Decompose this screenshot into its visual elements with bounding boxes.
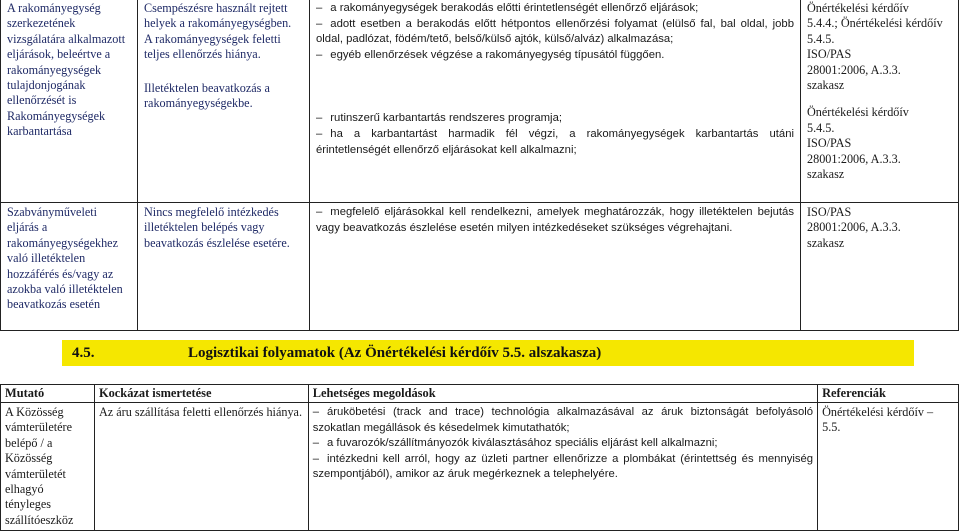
- reference-text: ISO/PAS: [807, 205, 852, 219]
- reference-text: 28001:2006, A.3.3.: [807, 62, 901, 77]
- section-number: 4.5.: [72, 345, 95, 361]
- reference-text: szakasz: [807, 78, 845, 93]
- reference-text: 5.4.5.: [807, 120, 835, 135]
- risk-cell: Nincs megfelelő intézkedés illetéktelen belépés vagy beavatkozás észlelése esetére.: [138, 203, 310, 331]
- reference-text: ISO/PAS: [807, 47, 852, 62]
- list-item: – intézkedni kell arról, hogy az üzleti partner ellenőrizze a plombákat (érintettség és mennyiség szempontjából), amikor az áruk megérkeznek a telephelyére.: [312, 452, 814, 481]
- table-header-row: [1, 385, 959, 403]
- list-item: – áruköbetési (track and trace) technológia alkalmazásával az áruk biztonságát befolyásoló szokatlan megállások és késedelmek kimutathatók;: [312, 406, 814, 434]
- solutions-cell: [308, 403, 817, 531]
- list-item: – megfelelő eljárásokkal kell rendelkezni, amelyek meghatározzák, hogy illetéktelen bejutás vagy beavatkozás észlelése esetén milyen intézkedéseket szükséges végrehajtani.: [316, 206, 794, 234]
- column-header-solutions: Lehetséges megoldások: [308, 385, 817, 403]
- table-row: [1, 0, 959, 203]
- section-title: Logisztikai folyamatok (Az Önértékelési kérdőív 5.5. alszakasza): [188, 345, 602, 361]
- list-item: – a rakományegységek berakodás előtti érintetlenségét ellenőrző eljárások;: [316, 2, 699, 14]
- column-header-references: Referenciák: [818, 385, 959, 403]
- table-row: [1, 203, 959, 331]
- reference-text: 5.4.4.; Önértékelési kérdőív 5.4.5.: [807, 16, 943, 46]
- risk-text: Illetéktelen beavatkozás a rakományegységekbe.: [144, 80, 270, 111]
- list-item: – adott esetben a berakodás előtt hétpontos ellenőrzési folyamat (elülső fal, bal oldal, jobb oldal, padlózat, födém/tető, belső/külső ajtók, külső/alváz) alkalmazása;: [316, 17, 794, 46]
- list-item: – egyéb ellenőrzések végzése a rakományegység típusától függően.: [316, 48, 665, 61]
- reference-text: szakasz: [807, 235, 845, 250]
- references-cell: [801, 203, 959, 331]
- risk-cell: [138, 0, 310, 203]
- column-header-risk: Kockázat ismertetése: [94, 385, 308, 403]
- reference-text: Önértékelési kérdőív: [807, 1, 909, 15]
- risk-text: A rakományegységek feletti teljes ellenőrzés hiánya.: [144, 31, 281, 62]
- column-header-indicator: Mutató: [1, 385, 95, 403]
- reference-text: Önértékelési kérdőív: [807, 105, 909, 120]
- indicator-cell: A rakományegység szerkezetének vizsgálatára alkalmazott eljárások, beleértve a rakományegységek tulajdonjogának ellenőrzését is Rakományegységek karbantartása: [1, 0, 138, 203]
- list-item: – a fuvarozók/szállítmányozók kiválasztásához speciális eljárást kell alkalmazni;: [312, 437, 718, 450]
- list-item: – ha a karbantartást harmadik fél végzi, a rakományegységek karbantartás utáni érintetlenségét ellenőrző eljárásokat kell alkalmazni;: [316, 127, 794, 156]
- reference-text: 28001:2006, A.3.3.: [807, 151, 901, 166]
- indicator-cell: Szabványműveleti eljárás a rakományegységekhez való illetéktelen hozzáférés és/vagy az azokba való illetéktelen beavatkozás esetén: [1, 203, 138, 331]
- solutions-cell: [310, 0, 801, 203]
- references-cell: Önértékelési kérdőív – 5.5.: [818, 403, 959, 531]
- reference-text: szakasz: [807, 167, 845, 182]
- table-row: [1, 403, 959, 531]
- risk-cell: Az áru szállítása feletti ellenőrzés hiánya.: [94, 403, 308, 531]
- reference-text: 28001:2006, A.3.3.: [807, 220, 901, 235]
- section-heading: [62, 340, 914, 366]
- list-item: – rutinszerű karbantartás rendszeres programja;: [316, 112, 562, 125]
- indicator-cell: A Közösség vámterületére belépő / a Közösség vámterületét elhagyó tényleges szállítóeszköz: [1, 403, 95, 531]
- reference-text: ISO/PAS: [807, 136, 852, 151]
- logistics-risk-table: [0, 384, 959, 531]
- references-cell: [801, 0, 959, 203]
- risk-text: Csempészésre használt rejtett helyek a rakományegységben.: [144, 1, 292, 31]
- solutions-cell: [310, 203, 801, 331]
